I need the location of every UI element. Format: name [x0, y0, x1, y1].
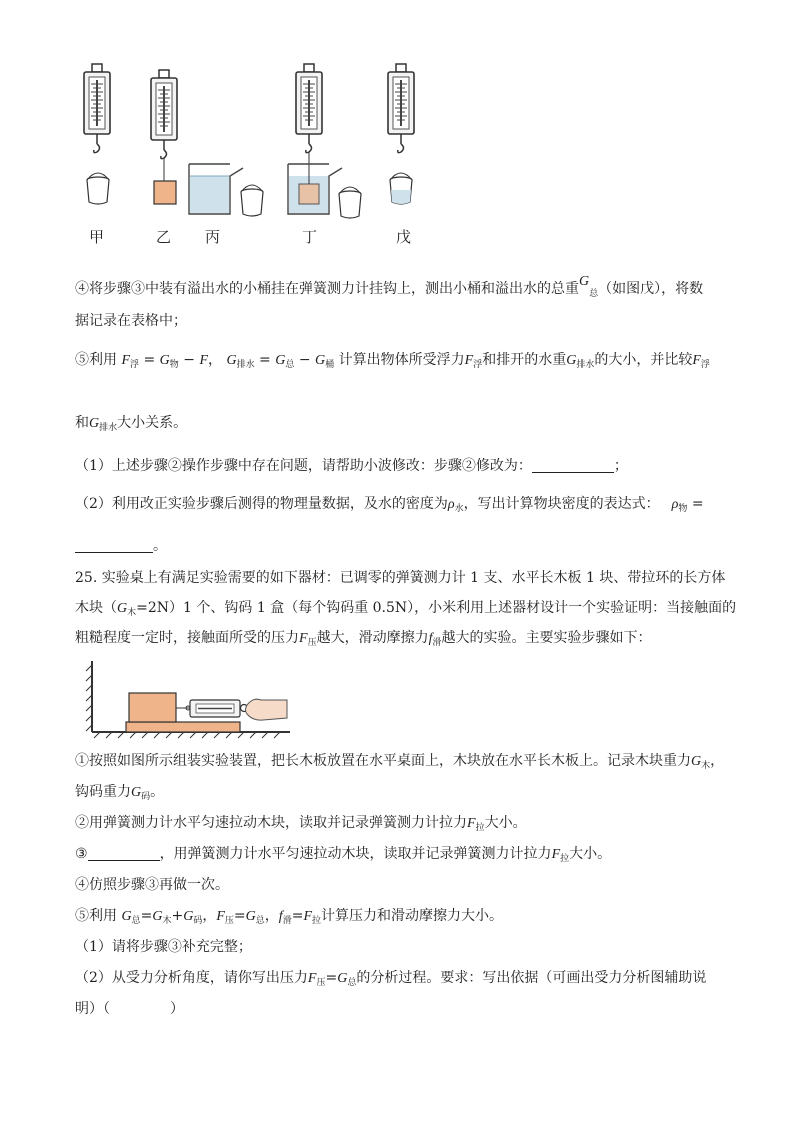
overflow-beaker-ding — [288, 152, 342, 214]
step4-line2: 据记录在表格中； — [75, 313, 187, 329]
answer-blank-3[interactable] — [88, 846, 160, 861]
problem25-line1: 25. 实验桌上有满足实验需要的如下器材：已调零的弹簧测力计 1 支、水平长木板 1 块、带拉环的长方体 — [75, 570, 726, 586]
block-yi — [154, 181, 176, 204]
figure-label-bing: 丙 — [205, 228, 221, 246]
question-2-answer: 。 — [75, 536, 167, 556]
figure-label-ding: 丁 — [302, 228, 318, 246]
step25-2: ②用弹簧测力计水平匀速拉动木块，读取并记录弹簧测力计拉力$F_拉$大小。 — [75, 815, 527, 833]
step5-line2: 和$G_{排水}$大小关系。 — [75, 415, 188, 433]
question25-2-line2: 明）（ ） — [75, 1001, 184, 1017]
figure-label-jia: 甲 — [89, 228, 105, 246]
scale-ding — [296, 64, 322, 153]
overflow-beaker-bing — [189, 164, 243, 214]
figure-spring-scale-experiment — [0, 0, 800, 250]
scale-wu — [388, 64, 414, 153]
step25-3: ③ ，用弹簧测力计水平匀速拉动木块，读取并记录弹簧测力计拉力$F_拉$大小。 — [75, 846, 612, 864]
step25-1-line2: 钩码重力$G_码$。 — [75, 784, 165, 802]
bucket-ding — [339, 187, 361, 218]
question25-2-line1: （2）从受力分析角度，请你写出压力$F_压=G_总$的分析过程。要求：写出依据（可画出受力分析图辅助说 — [75, 970, 707, 988]
step25-4: ④仿照步骤③再做一次。 — [75, 877, 229, 893]
step5-line1: ⑤利用 $F_浮 = G_物 - F$， $G_{排水} = G_总 - G_桶$ 计算出物体所受浮力$F_浮$和排开的水重$G_{排水}$的大小，并比较$F_浮$ — [75, 352, 710, 370]
problem25-line2: 木块$(G_木=2N)1$ 个、钩码 1 盒（每个钩码重 0.5N），小米利用上述器材设计一个实验证明：当接触面的 — [75, 600, 737, 618]
figure-label-yi: 乙 — [156, 228, 172, 246]
scale-yi — [151, 70, 177, 159]
answer-blank-1[interactable] — [532, 458, 614, 473]
step25-5: ⑤利用 $G_总=G_木+G_码$，$F_压=G_总$，$f_滑=F_拉$计算压力和滑动摩擦力大小。 — [75, 908, 504, 926]
scale-jia — [84, 64, 110, 153]
wooden-block — [129, 693, 176, 722]
hand — [246, 699, 288, 720]
question-2: （2）利用改正实验步骤后测得的物理量数据，及水的密度为$\rho_水$，写出计算物块密度的表达式： $\rho_物$ = — [75, 496, 704, 514]
answer-blank-2[interactable] — [75, 538, 153, 553]
figure-label-wu: 戊 — [396, 228, 412, 246]
step4-line1: ④将步骤③中装有溢出水的小桶挂在弹簧测力计挂钩上，测出小桶和溢出水的总重$G_总$（如图戊），将数 — [75, 274, 704, 299]
bucket-jia — [87, 173, 109, 204]
bucket-wu — [390, 173, 412, 204]
long-board — [126, 722, 240, 732]
question25-1: （1）请将步骤③补充完整； — [75, 939, 252, 955]
bucket-bing — [241, 185, 263, 216]
question-1: （1）上述步骤②操作步骤中存在问题，请帮助小波修改：步骤②修改为： ； — [75, 458, 628, 474]
step25-1-line1: ①按照如图所示组装实验装置，把长木板放置在水平桌面上，木块放在水平长木板上。记录木块重力$G_木$， — [75, 753, 725, 771]
problem25-line3: 粗糙程度一定时，接触面所受的压力$F_压$越大，滑动摩擦力$f_滑$越大的实验。主要实验步骤如下： — [75, 630, 652, 648]
figure-friction-apparatus — [0, 655, 800, 745]
